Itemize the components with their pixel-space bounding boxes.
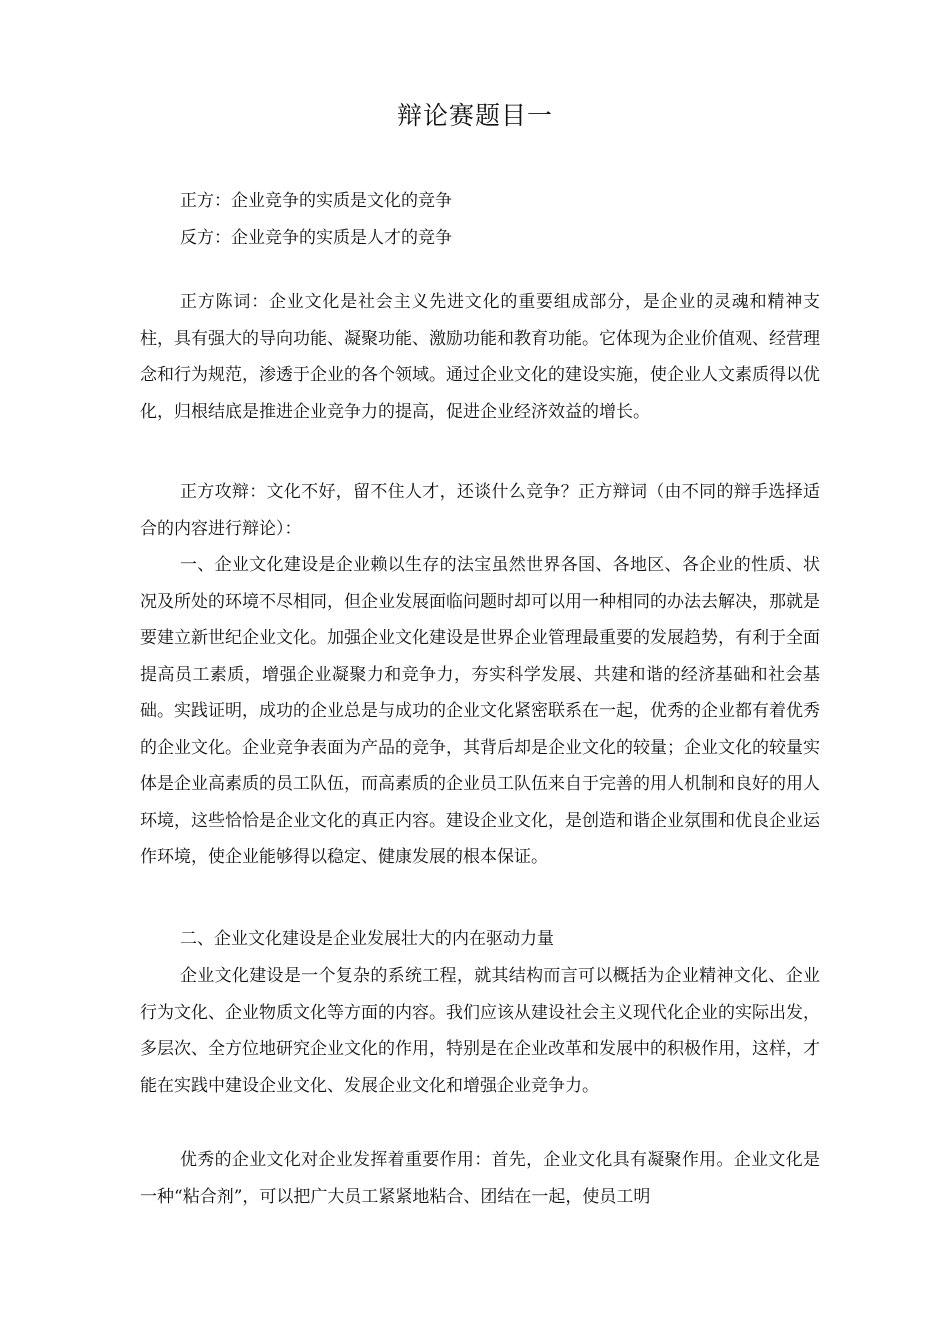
effects-paragraph: 优秀的企业文化对企业发挥着重要作用：首先，企业文化具有凝聚作用。企业文化是一种“粘合剂”，可以把广大员工紧紧地粘合、团结在一起，使员工明 bbox=[140, 1150, 820, 1207]
pro-cross-exam-paragraph: 正方攻辩：文化不好，留不住人才，还谈什么竞争？正方辩词（由不同的辩手选择适合的内容进行辩论）： bbox=[140, 482, 820, 539]
point-two-heading: 二、企业文化建设是企业发展壮大的内在驱动力量 bbox=[180, 929, 554, 949]
page-title: 辩论赛题目一 bbox=[396, 101, 553, 130]
point-one-paragraph: 一、企业文化建设是企业赖以生存的法宝虽然世界各国、各地区、各企业的性质、状况及所处的环境不尽相同，但企业发展面临问题时却可以用一种相同的办法去解决，那就是要建立新世纪企业文化。加强企业文化建设是世界企业管理最重要的发展趋势，有利于全面提高员工素质，增强企业凝聚力和竞争力，夯实科学发展、共建和谐的经济基础和社会基础。实践证明，成功的企业总是与成功的企业文化紧密联系在一起，优秀的企业都有着优秀的企业文化。企业竞争表面为产品的竞争，其背后却是企业文化的较量；企业文化的较量实体是企业高素质的员工队伍，而高素质的企业员工队伍来自于完善的用人机制和良好的用人环境，这些恰恰是企业文化的真正内容。建设企业文化，是创造和谐企业氛围和优良企业运作环境，使企业能够得以稳定、健康发展的根本保证。 bbox=[140, 555, 820, 867]
pro-opening-paragraph: 正方陈词：企业文化是社会主义先进文化的重要组成部分，是企业的灵魂和精神支柱，具有强大的导向功能、凝聚功能、激励功能和教育功能。它体现为企业价值观、经营理念和行为规范，渗透于企业的各个领域。通过企业文化的建设实施，使企业人文素质得以优化，归根结底是推进企业竞争力的提高，促进企业经济效益的增长。 bbox=[140, 292, 820, 422]
pro-side-statement: 正方：企业竞争的实质是文化的竞争 bbox=[180, 191, 452, 211]
point-two-paragraph: 企业文化建设是一个复杂的系统工程，就其结构而言可以概括为企业精神文化、企业行为文化、企业物质文化等方面的内容。我们应该从建设社会主义现代化企业的实际出发，多层次、全方位地研究企业文化的作用，特别是在企业改革和发展中的积极作用，这样，才能在实践中建设企业文化、发展企业文化和增强企业竞争力。 bbox=[140, 966, 820, 1096]
con-side-statement: 反方：企业竞争的实质是人才的竞争 bbox=[180, 228, 452, 248]
